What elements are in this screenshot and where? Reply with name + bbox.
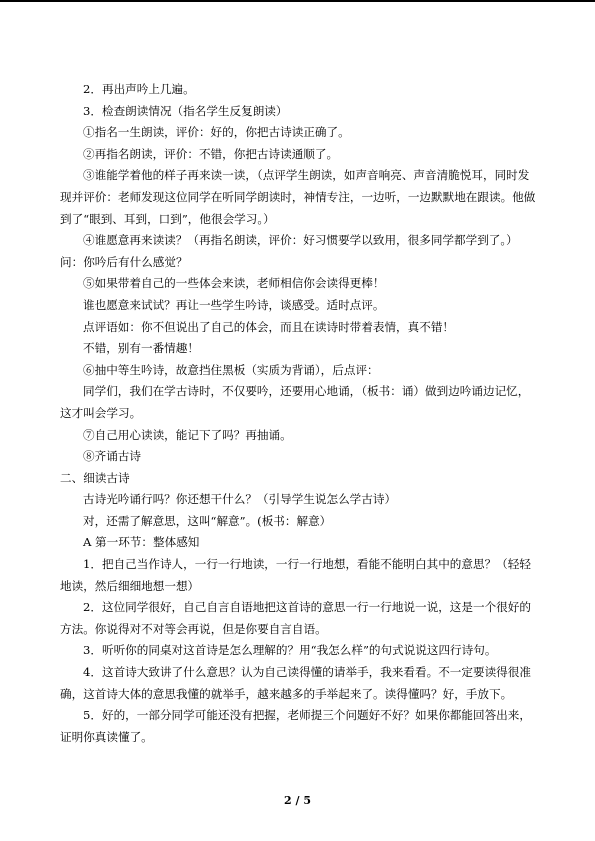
paragraph: ③谁能学着他的样子再来读一读，（点评学生朗读，如声音响亮、声音清脆悦耳，同时发现并评价：老师发现这位同学在听同学朗读时，神情专注，一边听，一边默默地在跟读。他做到了“眼到、耳到，口到”，他很会学习。） [60,168,536,226]
paragraph: 4．这首诗大致讲了什么意思？认为自己读得懂的请举手，我来看看。不一定要读得很准确，这首诗大体的意思我懂的就举手，越来越多的手举起来了。读得懂吗？好，手放下。 [60,665,531,701]
paragraph: 二、细读古诗 [60,470,130,485]
paragraph: 谁也愿意来试试？再让一些学生吟诗，谈感受。适时点评。 [83,297,385,312]
paragraph: 1．把自己当作诗人，一行一行地读，一行一行地想，看能不能明白其中的意思？（轻轻地读，然后细细地想一想） [60,557,531,593]
paragraph: 古诗光吟诵行吗？你还想干什么？（引导学生说怎么学古诗） [83,492,397,507]
paragraph: ④谁愿意再来读读？（再指名朗读，评价：好习惯要学以致用，很多同学都学到了。） [83,233,518,248]
paragraph: ①指名一生朗读，评价：好的，你把古诗读正确了。 [83,125,350,140]
page-number: 2 / 5 [284,794,311,807]
paragraph: 问：你吟后有什么感觉？ [60,254,188,269]
paragraph: 对，还需了解意思，这叫“解意”。(板书：解意） [83,513,332,528]
paragraph: 2．再出声吟上几遍。 [83,82,195,96]
paragraph: 不错，别有一番情趣！ [83,341,199,356]
paragraph: 2．这位同学很好，自己自言自语地把这首诗的意思一行一行地说一说，这是一个很好的方法。你说得对不对等会再说，但是你要自言自语。 [60,600,531,636]
paragraph: 点评语如：你不但说出了自己的体会，而且在读诗时带着表情，真不错！ [83,319,455,334]
paragraph: A 第一环节：整体感知 [83,535,200,550]
paragraph: 同学们，我们在学古诗时，不仅要吟，还要用心地诵，（板书：诵）做到边吟诵边记忆，这才叫会学习。 [60,384,530,420]
paragraph: ⑦自己用心读读，能记下了吗？再抽诵。 [83,427,292,442]
paragraph: ⑧齐诵古诗 [83,449,141,464]
document-body [60,79,538,748]
paragraph: ⑥抽中等生吟诗，故意挡住黑板（实质为背诵），后点评： [83,362,379,377]
paragraph: ②再指名朗读，评价：不错，你把古诗读通顺了。 [83,146,339,161]
paragraph: 3．听听你的同桌对这首诗是怎么理解的？用“我怎么样”的句式说说这四行诗句。 [83,643,497,658]
paragraph: 3．检查朗读情况（指名学生反复朗读） [83,103,288,118]
paragraph: ⑤如果带着自己的一些体会来读，老师相信你会读得更棒！ [83,276,385,291]
paragraph: 5．好的，一部分同学可能还没有把握，老师提三个问题好不好？如果你都能回答出来，证明你真读懂了。 [60,708,531,744]
header-rule [0,0,595,2]
